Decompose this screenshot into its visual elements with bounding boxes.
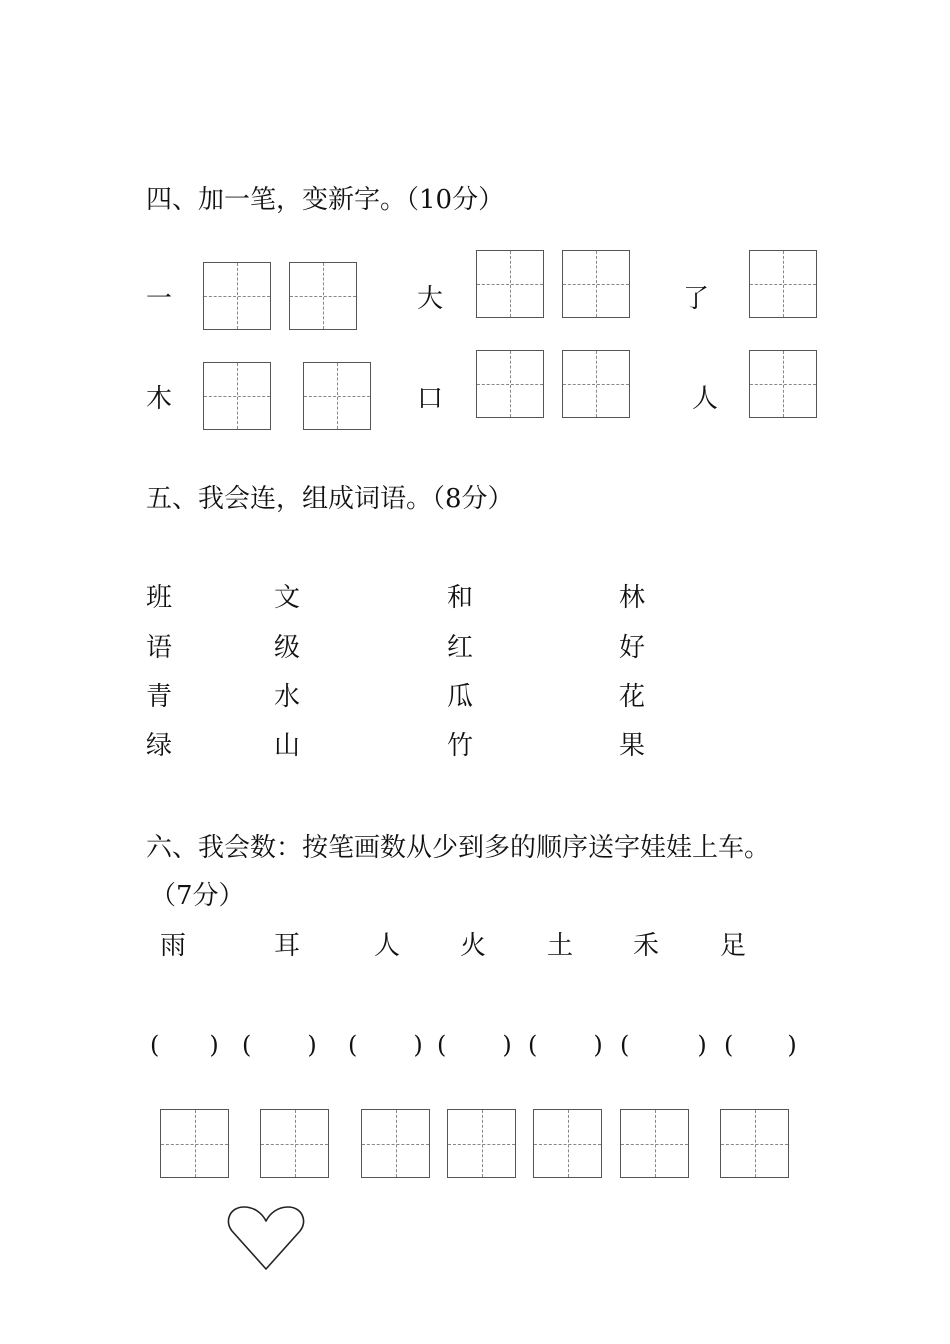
answer-blank[interactable]: ( ) <box>620 1031 707 1059</box>
word-char[interactable]: 级 <box>274 633 301 663</box>
section5-title: 五、我会连，组成词语。（8分） <box>146 484 514 514</box>
word-char[interactable]: 林 <box>619 583 646 613</box>
prompt-char: 口 <box>417 384 444 414</box>
answer-blank[interactable]: ( ) <box>150 1031 219 1059</box>
prompt-char: 木 <box>146 384 173 414</box>
prompt-char: 人 <box>692 384 719 414</box>
prompt-char: 一 <box>146 284 173 314</box>
section6-title: 六、我会数：按笔画数从少到多的顺序送字娃娃上车。 <box>146 833 771 863</box>
writing-box[interactable] <box>620 1109 689 1178</box>
stroke-char: 耳 <box>274 931 301 961</box>
section6-score: （7分） <box>150 881 245 911</box>
word-char[interactable]: 瓜 <box>447 682 474 712</box>
heart-icon <box>226 1203 306 1275</box>
writing-box[interactable] <box>476 250 544 318</box>
word-char[interactable]: 文 <box>274 583 301 613</box>
writing-box[interactable] <box>476 350 544 418</box>
answer-blank[interactable]: ( ) <box>242 1031 317 1059</box>
writing-box[interactable] <box>303 362 371 430</box>
writing-box[interactable] <box>533 1109 602 1178</box>
stroke-char: 人 <box>374 931 401 961</box>
writing-box[interactable] <box>203 362 271 430</box>
writing-box[interactable] <box>562 250 630 318</box>
answer-blank[interactable]: ( ) <box>437 1031 512 1059</box>
writing-box[interactable] <box>361 1109 430 1178</box>
answer-blank[interactable]: ( ) <box>528 1031 603 1059</box>
word-char[interactable]: 语 <box>146 633 173 663</box>
answer-blank[interactable]: ( ) <box>724 1031 797 1059</box>
stroke-char: 土 <box>547 931 574 961</box>
section4-title: 四、加一笔，变新字。（10分） <box>146 185 505 215</box>
word-char[interactable]: 山 <box>274 731 301 761</box>
writing-box[interactable] <box>289 262 357 330</box>
word-char[interactable]: 好 <box>619 633 646 663</box>
writing-box[interactable] <box>562 350 630 418</box>
word-char[interactable]: 果 <box>619 731 646 761</box>
stroke-char: 雨 <box>160 931 187 961</box>
word-char[interactable]: 竹 <box>447 731 474 761</box>
answer-blank[interactable]: ( ) <box>348 1031 423 1059</box>
word-char[interactable]: 绿 <box>146 731 173 761</box>
writing-box[interactable] <box>720 1109 789 1178</box>
writing-box[interactable] <box>749 350 817 418</box>
prompt-char: 大 <box>417 284 444 314</box>
writing-box[interactable] <box>749 250 817 318</box>
writing-box[interactable] <box>203 262 271 330</box>
word-char[interactable]: 红 <box>447 633 474 663</box>
stroke-char: 火 <box>460 931 487 961</box>
writing-box[interactable] <box>260 1109 329 1178</box>
word-char[interactable]: 班 <box>146 583 173 613</box>
writing-box[interactable] <box>160 1109 229 1178</box>
stroke-char: 足 <box>720 931 747 961</box>
prompt-char: 了 <box>683 284 710 314</box>
word-char[interactable]: 和 <box>447 583 474 613</box>
stroke-char: 禾 <box>633 931 660 961</box>
writing-box[interactable] <box>447 1109 516 1178</box>
word-char[interactable]: 青 <box>146 682 173 712</box>
word-char[interactable]: 水 <box>274 682 301 712</box>
word-char[interactable]: 花 <box>619 682 646 712</box>
